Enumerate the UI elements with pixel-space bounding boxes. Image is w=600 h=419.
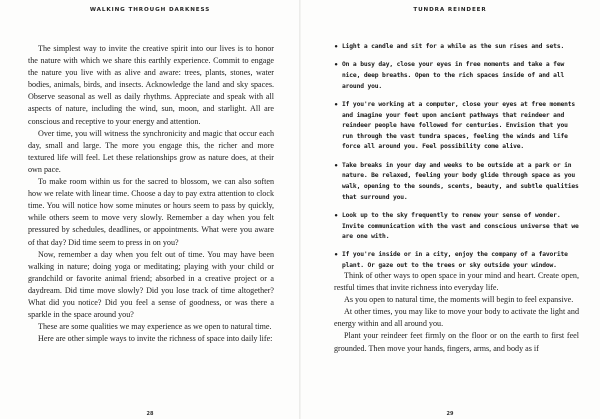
bullet-item xyxy=(334,100,579,153)
right-paragraph: At other times, you may like to move your body to activate the light and energy within and all around you. xyxy=(334,307,579,329)
left-paragraph: Over time, you will witness the synchronicity and magic that occur each day, small and large. The more you engage this, the richer and more textured life will feel. Let these relationships grow as nature does, at their own pace. xyxy=(28,128,274,174)
right-paragraph: Think of other ways to open space in your mind and heart. Create open, restful times that invite richness into everyday life. xyxy=(334,271,579,293)
right-page-number: 29 xyxy=(446,411,454,417)
bullet-text: Look up to the sky frequently to renew your sense of wonder. Invite communication with the vast and conscious universe that we are one with. xyxy=(342,211,579,241)
bullet-icon: • xyxy=(334,61,339,70)
bullet-text: Take breaks in your day and weeks to be outside at a park or in nature. Be relaxed, feeling your body glide through space as you walk, opening to the sounds, scents, beauty, and subtle qualities that surround you. xyxy=(342,161,579,201)
bullet-icon: • xyxy=(334,43,339,51)
bullet-item xyxy=(334,250,579,271)
right-bullet-list xyxy=(334,42,579,279)
bullet-item xyxy=(334,211,579,243)
bullet-item xyxy=(334,60,579,92)
bullet-item xyxy=(334,161,579,203)
bullet-text: On a busy day, close your eyes in free moments and take a few nice, deep breaths. Open to the rich spaces inside of and all around you. xyxy=(342,61,565,90)
right-running-head: TUNDRA REINDEER xyxy=(413,7,487,13)
left-running-head: WALKING THROUGH DARKNESS xyxy=(89,7,211,13)
bullet-text: If you're inside or in a city, enjoy the company of a favorite plant. Or gaze out to the trees or sky outside your window. xyxy=(342,251,568,270)
bullet-icon: • xyxy=(334,211,339,220)
bullet-text: If you're working at a computer, close your eyes at free moments and imagine your feet upon ancient pathways that reindeer and reindeer people have followed for centuries. Envision that you run through the vast tundra spaces, feeling the winds and life force all around you. Feel possibility come alive. xyxy=(342,100,576,151)
right-page-body xyxy=(334,270,579,355)
left-paragraph: Here are other simple ways to invite the richness of space into daily life: xyxy=(38,334,273,344)
bullet-icon: • xyxy=(334,100,339,109)
bullet-icon: • xyxy=(334,161,339,170)
left-paragraph: The simplest way to invite the creative spirit into our lives is to honor the nature with which we share this earthly experience. Commit to engage the nature you live with as alive and aware: trees, plants, stones, water bodies, animals, birds, and insects. Acknowledge the land and sky spaces. Observe seasonal as well as daily rhythms. Appreciate and speak with all aspects of nature, including the wind, sun, moon, and starlight. All are conscious and receptive to your energy and attention. xyxy=(28,44,274,126)
left-paragraph: To make room within us for the sacred to blossom, we can also soften how we relate with linear time. Choose a day to pay extra attention to clock time. You will notice how some minutes or hours seem to pass by quickly, while others seem to move very slowly. Remember a day when you felt pressured by schedules, deadlines, or appointments. What were you aware of that day? Did time seem to press in on you? xyxy=(28,177,274,247)
bullet-item xyxy=(334,42,579,53)
bullet-icon: • xyxy=(334,251,339,260)
bullet-text: Light a candle and sit for a while as the sun rises and sets. xyxy=(342,43,565,50)
left-paragraph: Now, remember a day when you felt out of time. You may have been walking in nature; doing yoga or meditating; playing with your child or grandchild or favorite animal friend; absorbed in a creative project or a daydream. Did time move slowly? Did you lose track of time altogether? What did you notice? Did you feel a sense of goodness, or was there a sparkle in the space around you? xyxy=(28,249,274,320)
left-paragraph: These are some qualities we may experience as we open to natural time. xyxy=(38,322,272,332)
right-paragraph: Plant your reindeer feet firmly on the floor or on the earth to first feel grounded. Then move your hands, fingers, arms, and body as if xyxy=(334,331,579,353)
right-paragraph: As you open to natural time, the moments will begin to feel expansive. xyxy=(344,295,574,305)
left-page-number: 28 xyxy=(146,411,154,417)
left-page-body xyxy=(28,43,274,345)
